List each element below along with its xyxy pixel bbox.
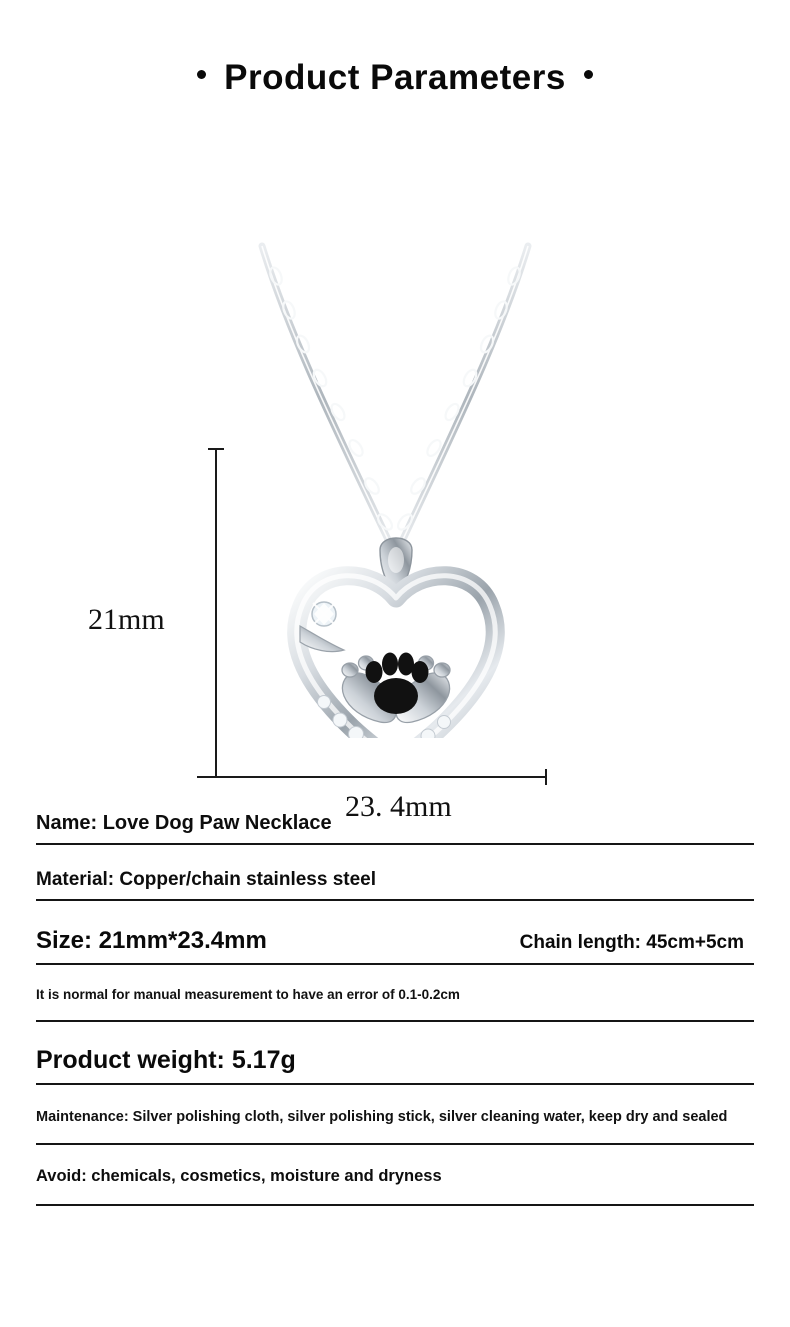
page-title xyxy=(0,0,790,98)
spec-row-weight xyxy=(36,1022,754,1085)
width-guide-cap xyxy=(545,769,547,785)
spec-chain-length-value: Chain length: 45cm+5cm xyxy=(519,932,744,953)
measurement-note-text: It is normal for manual measurement to have an error of 0.1-0.2cm xyxy=(36,987,460,1002)
spec-row-maintenance xyxy=(36,1085,754,1145)
title-bullet-right-icon xyxy=(584,70,593,79)
height-guide-cap xyxy=(208,448,224,450)
spec-row-name xyxy=(36,790,754,845)
spec-avoid-value: Avoid: chemicals, cosmetics, moisture and dryness xyxy=(36,1167,442,1185)
spec-name-value: Name: Love Dog Paw Necklace xyxy=(36,812,332,834)
height-guide-line xyxy=(215,448,217,778)
spec-list xyxy=(0,790,790,1206)
width-guide-line xyxy=(197,776,547,778)
spec-row-avoid xyxy=(36,1145,754,1206)
necklace-illustration xyxy=(0,98,790,738)
spec-material-value: Material: Copper/chain stainless steel xyxy=(36,869,377,890)
height-dimension-label: 21mm xyxy=(88,603,165,636)
width-dimension-label: 23. 4mm xyxy=(345,790,452,823)
spec-size-value: Size: 21mm*23.4mm xyxy=(36,927,267,954)
spec-row-material xyxy=(36,845,754,901)
spec-maintenance-value: Maintenance: Silver polishing cloth, silver polishing stick, silver cleaning water, keep dry and sealed xyxy=(36,1109,728,1125)
title-bullet-left-icon xyxy=(197,70,206,79)
spec-row-size xyxy=(36,901,754,965)
page-title-text: Product Parameters xyxy=(224,58,566,97)
spec-row-measurement-note xyxy=(36,965,754,1022)
spec-weight-value: Product weight: 5.17g xyxy=(36,1046,296,1074)
